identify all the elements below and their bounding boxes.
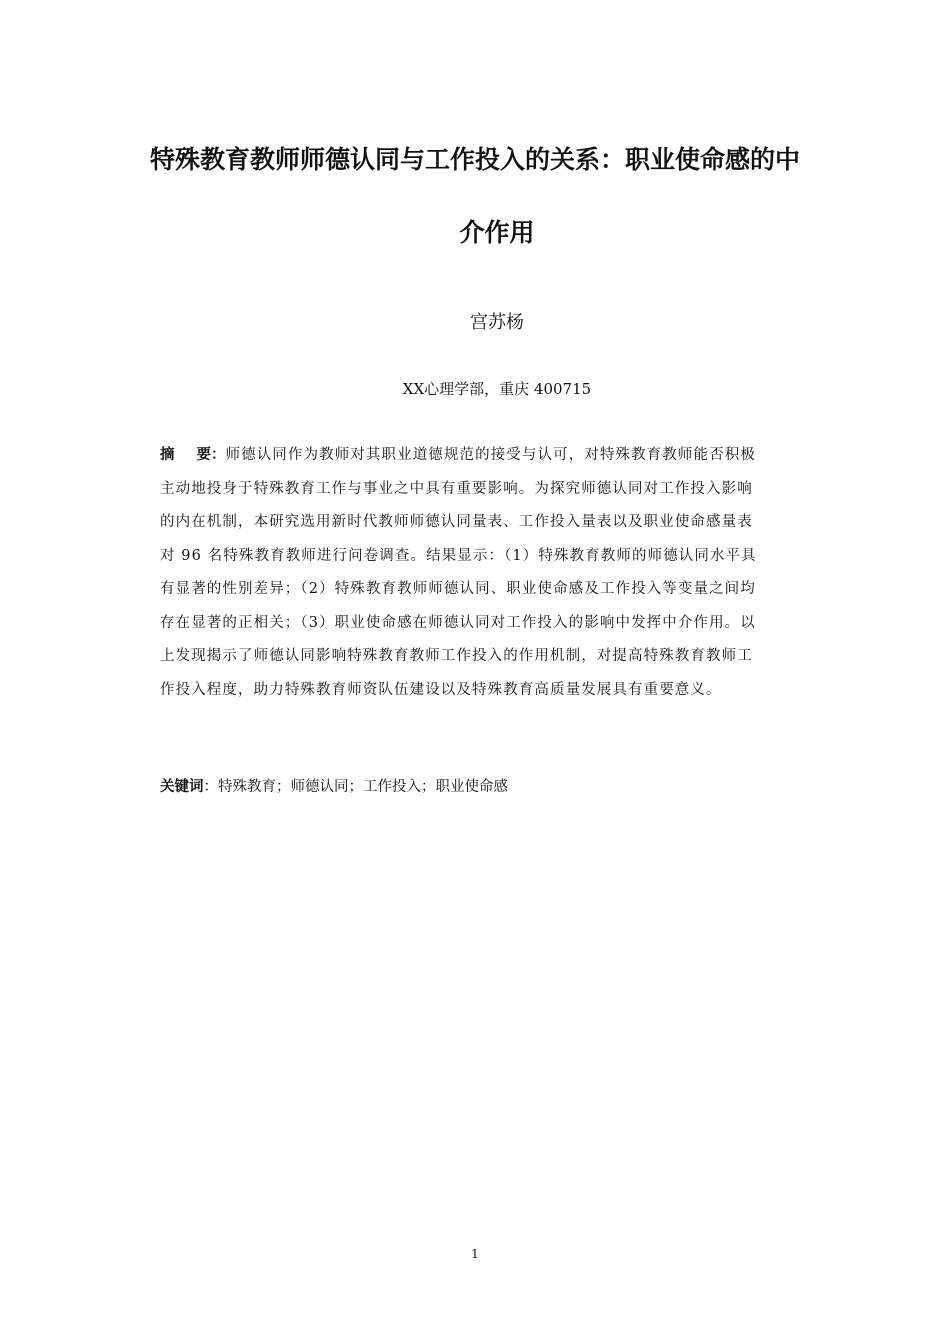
keywords-label: 关键词	[160, 779, 204, 795]
keywords-text: ：特殊教育；师德认同；工作投入；职业使命感	[203, 779, 508, 795]
abstract-line: 的内在机制，本研究选用新时代教师师德认同量表、工作投入量表以及职业使命感量表	[160, 514, 753, 530]
abstract-line: 对 96 名特殊教育教师进行问卷调查。结果显示：（1）特殊教育教师的师德认同水平具	[160, 547, 757, 564]
author-name: 宫苏杨	[470, 312, 524, 333]
abstract-label-second: 要：	[196, 447, 226, 463]
abstract-line: 有显著的性别差异；（2）特殊教育教师师德认同、职业使命感及工作投入等变量之间均	[160, 581, 756, 597]
abstract-line: 作投入程度，助力特殊教育师资队伍建设以及特殊教育高质量发展具有重要意义。	[160, 681, 722, 698]
abstract-line: 上发现揭示了师德认同影响特殊教育教师工作投入的作用机制，对提高特殊教育教师工	[160, 648, 753, 664]
abstract-line: 存在显著的正相关；（3）职业使命感在师德认同对工作投入的影响中发挥中介作用。以	[160, 614, 756, 631]
author-affiliation: XX心理学部，重庆 400715	[402, 380, 592, 398]
keywords	[160, 772, 508, 802]
title-line-2: 介作用	[459, 218, 535, 247]
abstract-line: 主动地投身于特殊教育工作与事业之中具有重要影响。为探究师德认同对工作投入影响	[160, 480, 753, 497]
title-line-1: 特殊教育教师师德认同与工作投入的关系：职业使命感的中	[149, 145, 800, 174]
abstract-line	[160, 440, 820, 470]
abstract	[160, 440, 820, 708]
abstract-text: 师德认同作为教师对其职业道德规范的接受与认可，对特殊教育教师能否积极	[225, 447, 756, 463]
page-number: 1	[471, 1247, 479, 1261]
abstract-label-first: 摘	[160, 447, 175, 463]
